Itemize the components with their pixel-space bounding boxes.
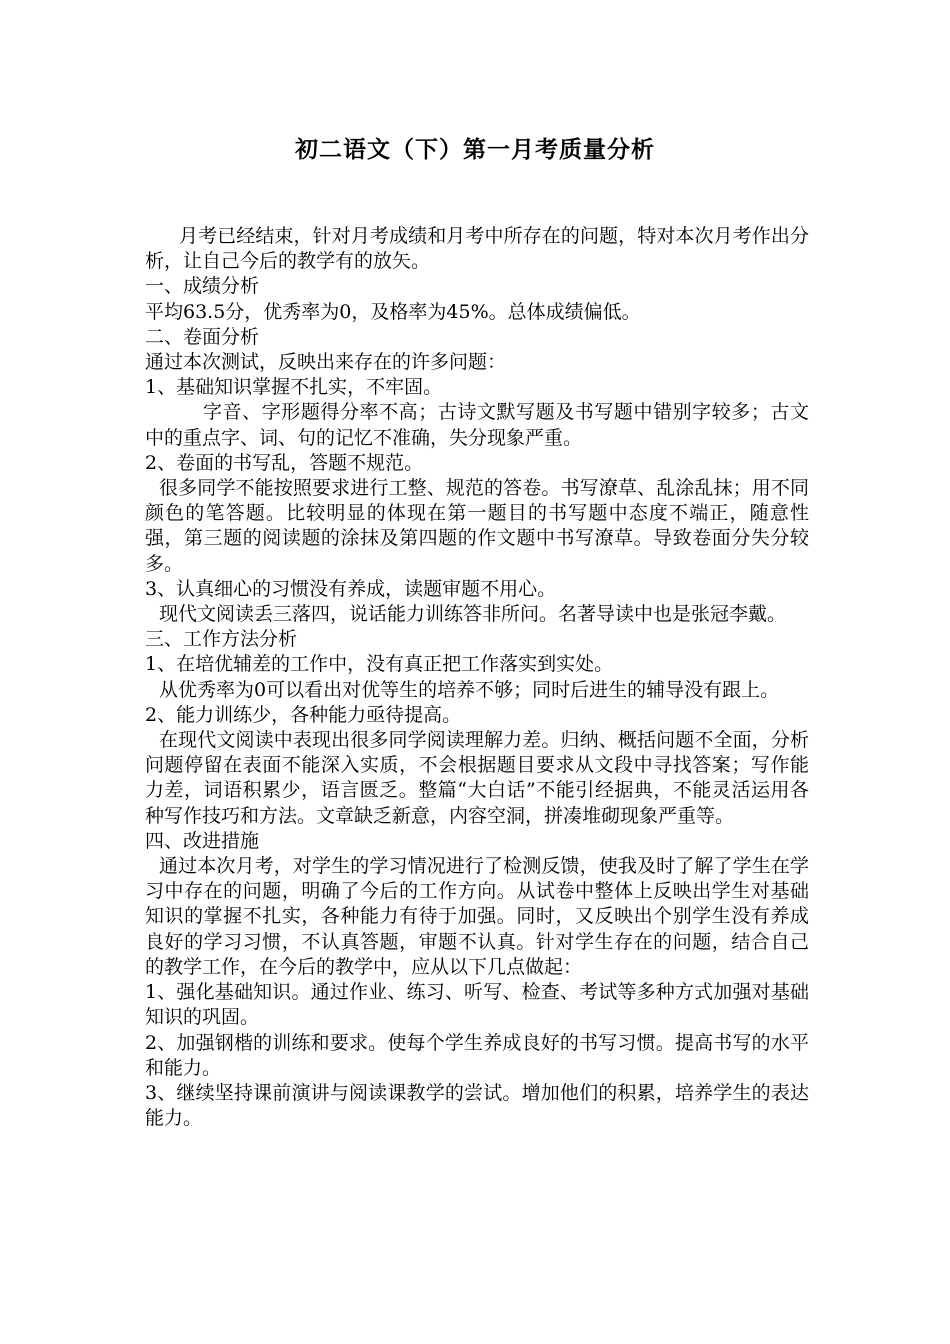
method-detail-2: 在现代文阅读中表现出很多同学阅读理解力差。归纳、概括问题不全面，分析问题停留在表面不能深入实质，不会根据题目要求从文段中寻找答案；写作能力差，词语积累少，语言匮乏。整篇“大白话”不能引经据典，不能灵活运用各种写作技巧和方法。文章缺乏新意，内容空洞，拼凑堆砌现象严重等。 [145, 729, 809, 827]
document-body [145, 224, 809, 1131]
improvement-intro: 通过本次月考，对学生的学习情况进行了检测反馈，使我及时了解了学生在学习中存在的问题，明确了今后的工作方向。从试卷中整体上反映出学生对基础知识的掌握不扎实，各种能力有待于加强。同时，又反映出个别学生没有养成良好的学习习惯，不认真答题，审题不认真。针对学生存在的问题，结合自己的教学工作，在今后的教学中，应从以下几点做起： [145, 855, 809, 978]
issue-detail-3: 现代文阅读丢三落四，说话能力训练答非所问。名著导读中也是张冠李戴。 [159, 603, 787, 626]
method-heading-2: 2、能力训练少，各种能力亟待提高。 [145, 703, 462, 726]
improvement-item-2: 2、加强钢楷的训练和要求。使每个学生养成良好的书写习惯。提高书写的水平和能力。 [145, 1031, 809, 1079]
section-heading-paper-analysis: 二、卷面分析 [145, 325, 260, 348]
section-heading-improvement: 四、改进措施 [145, 829, 260, 852]
improvement-item-3: 3、继续坚持课前演讲与阅读课教学的尝试。增加他们的积累，培养学生的表达能力。 [145, 1081, 809, 1130]
issue-heading-3: 3、认真细心的习惯没有养成，读题审题不用心。 [145, 577, 557, 600]
score-summary: 平均63.5分，优秀率为0，及格率为45%。总体成绩偏低。 [145, 300, 641, 323]
section-heading-method-analysis: 三、工作方法分析 [145, 628, 298, 651]
improvement-item-1: 1、强化基础知识。通过作业、练习、听写、检查、考试等多种方式加强对基础知识的巩固。 [145, 981, 809, 1029]
issue-heading-1: 1、基础知识掌握不扎实，不牢固。 [145, 376, 443, 399]
issue-heading-2: 2、卷面的书写乱，答题不规范。 [145, 451, 424, 474]
paper-analysis-intro: 通过本次测试，反映出来存在的许多问题： [145, 351, 507, 374]
issue-detail-2: 很多同学不能按照要求进行工整、规范的答卷。书写潦草、乱涂乱抹；用不同颜色的笔答题。比较明显的体现在第一题目的书写题中态度不端正，随意性强，第三题的阅读题的涂抹及第四题的作文题中书写潦草。导致卷面分失分较多。 [145, 477, 809, 575]
intro-paragraph: 月考已经结束，针对月考成绩和月考中所存在的问题，特对本次月考作出分析，让自己今后的教学有的放矢。 [145, 225, 809, 273]
method-heading-1: 1、在培优辅差的工作中，没有真正把工作落实到实处。 [145, 653, 614, 676]
document-title: 初二语文（下）第一月考质量分析 [295, 136, 655, 163]
method-detail-1: 从优秀率为0可以看出对优等生的培养不够；同时后进生的辅导没有跟上。 [159, 678, 780, 701]
section-heading-score-analysis: 一、成绩分析 [145, 275, 260, 298]
issue-detail-1: 字音、字形题得分率不高；古诗文默写题及书写题中错别字较多；古文中的重点字、词、句的记忆不准确，失分现象严重。 [145, 401, 809, 449]
